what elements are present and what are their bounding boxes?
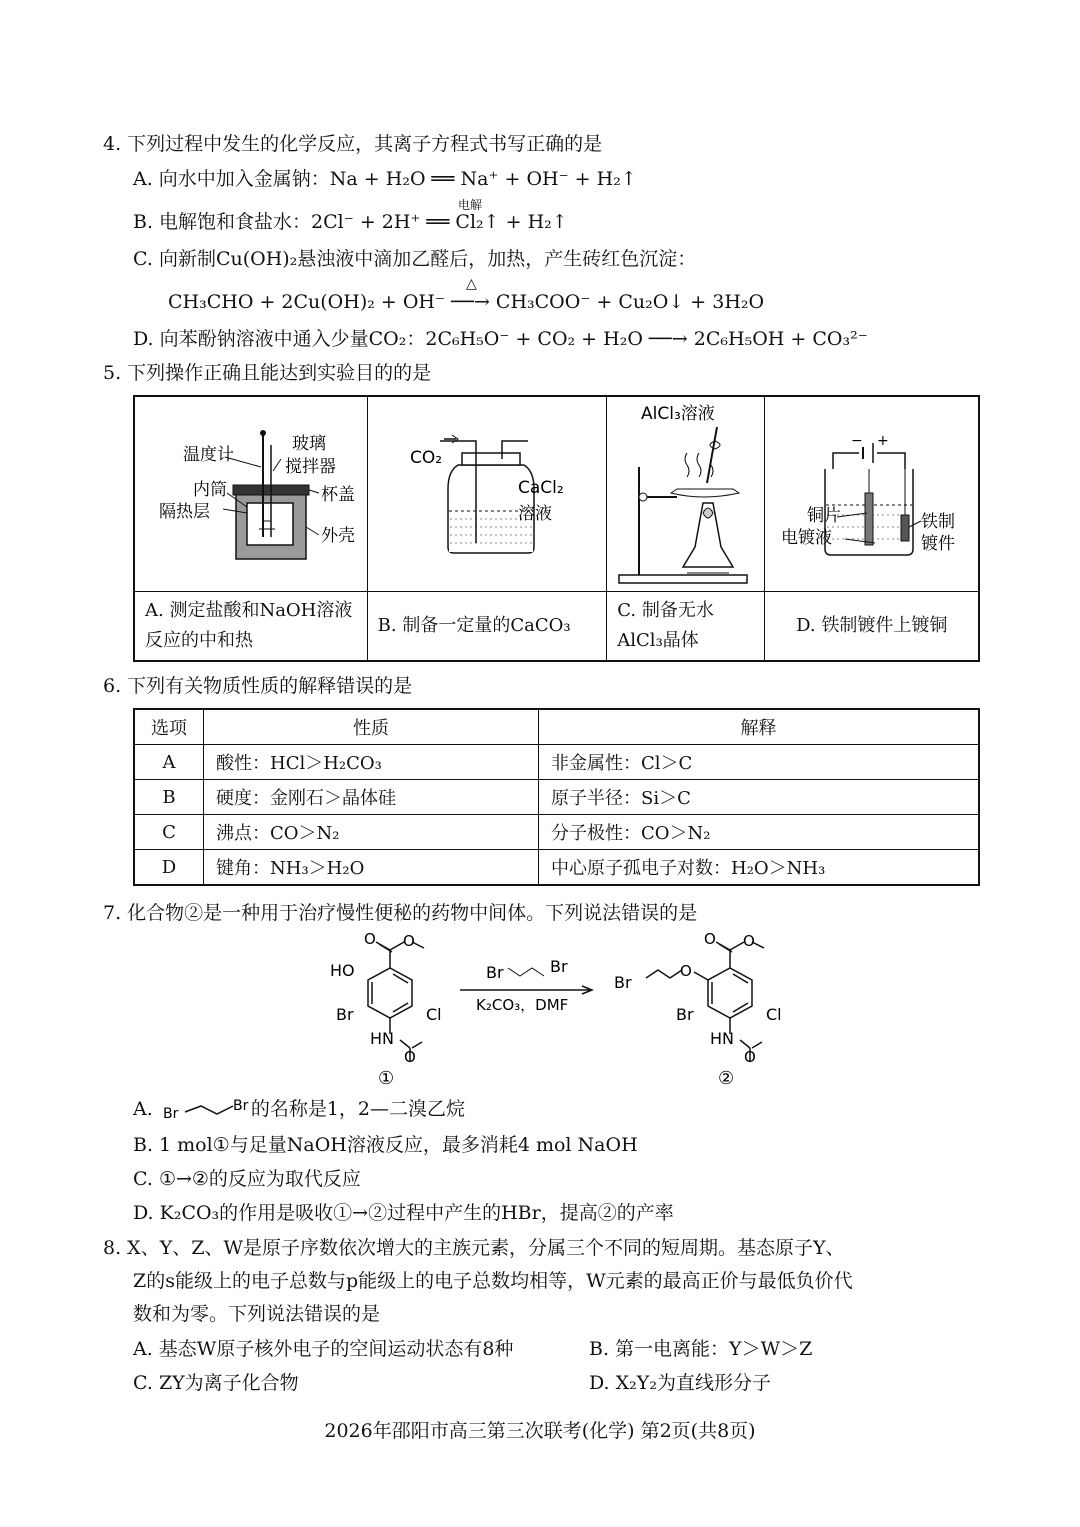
- table-row: [134, 815, 979, 850]
- q7-option-c: C. ①→②的反应为取代反应: [133, 1168, 361, 1190]
- atom-br-chain: Br: [614, 973, 632, 992]
- svg-text:O: O: [404, 1048, 416, 1066]
- label-insulation: 隔热层: [159, 502, 210, 522]
- table-header-row: [134, 709, 979, 745]
- q5-caption-c: C. 制备无水AlCl₃晶体: [607, 592, 765, 662]
- q4-option-c-condition: △: [466, 276, 477, 292]
- atom-hn: HN: [370, 1029, 394, 1048]
- q8-option-c: C. ZY为离子化合物: [133, 1372, 299, 1394]
- atom-ho: HO: [330, 961, 355, 980]
- q4-stem: 4. 下列过程中发生的化学反应，其离子方程式书写正确的是: [103, 133, 603, 155]
- label-co2: CO₂: [409, 448, 442, 468]
- q5-stem: 5. 下列操作正确且能达到实验目的的是: [103, 362, 432, 384]
- table-row: [134, 850, 979, 886]
- svg-text:Br: Br: [676, 1005, 694, 1024]
- label-shell: 外壳: [321, 526, 355, 546]
- q5-caption-d: D. 铁制镀件上镀铜: [765, 592, 979, 662]
- atom-o: O: [364, 930, 376, 948]
- svg-text:O: O: [403, 932, 415, 950]
- q4-option-c-equation: CH₃CHO + 2Cu(OH)₂ + OH⁻ ──→ CH₃COO⁻ + Cu₂O↓ + 3H₂O: [168, 291, 765, 313]
- label-inner-cup: 内筒: [193, 480, 227, 500]
- q5-figure-c: [607, 396, 765, 592]
- label-alcl3: AlCl₃溶液: [641, 404, 716, 424]
- electroplating-diagram: [765, 397, 979, 591]
- q4-option-b: B. 电解饱和食盐水：2Cl⁻ + 2H⁺ ══ Cl₂↑ + H₂↑: [133, 211, 568, 233]
- svg-text:Br: Br: [232, 1098, 249, 1114]
- q7-option-a-prefix: A.: [133, 1098, 153, 1120]
- table-header: 解释: [539, 709, 980, 745]
- svg-text:Cl: Cl: [766, 1005, 782, 1024]
- atom-cl: Cl: [426, 1005, 442, 1024]
- svg-text:O: O: [743, 932, 755, 950]
- q4-option-a: A. 向水中加入金属钠：Na + H₂O ══ Na⁺ + OH⁻ + H₂↑: [133, 168, 637, 190]
- q5-caption-a: A. 测定盐酸和NaOH溶液反应的中和热: [134, 592, 367, 662]
- svg-text:O: O: [744, 1048, 756, 1066]
- svg-text:+: +: [877, 433, 890, 449]
- reagent-br-left: Br: [486, 963, 504, 982]
- q5-figure-a: [134, 396, 367, 592]
- table-cell: 酸性：HCl＞H₂CO₃: [204, 745, 539, 780]
- q7-stem: 7. 化合物②是一种用于治疗慢性便秘的药物中间体。下列说法错误的是: [103, 902, 698, 924]
- label-cacl2: CaCl₂: [517, 478, 564, 498]
- q7-reaction-scheme: [300, 928, 1000, 1088]
- page-footer: 2026年邵阳市高三第三次联考(化学) 第2页(共8页): [324, 1420, 756, 1442]
- label-iron-2: 镀件: [921, 534, 956, 554]
- table-cell: 非金属性：Cl＞C: [539, 745, 980, 780]
- calorimeter-diagram: [135, 397, 368, 591]
- molecule-1-label: ①: [378, 1068, 395, 1088]
- q7-option-b: B. 1 mol①与足量NaOH溶液反应，最多消耗4 mol NaOH: [133, 1134, 638, 1156]
- q8-option-d: D. X₂Y₂为直线形分子: [589, 1372, 771, 1394]
- label-electrolyte: 电镀液: [781, 528, 833, 548]
- q8-option-b: B. 第一电离能：Y＞W＞Z: [589, 1338, 813, 1360]
- table-cell: D: [134, 850, 204, 886]
- q5-caption-b: B. 制备一定量的CaCO₃: [367, 592, 607, 662]
- table-cell: 硬度：金刚石＞晶体硅: [204, 780, 539, 815]
- molecule-2: [646, 942, 764, 1062]
- svg-text:HN: HN: [710, 1029, 734, 1048]
- q8-stem-line-3: 数和为零。下列说法错误的是: [133, 1303, 381, 1325]
- q8-option-a: A. 基态W原子核外电子的空间运动状态有8种: [133, 1338, 514, 1360]
- q8-stem-line-2: Z的s能级上的电子总数与p能级上的电子总数均相等，W元素的最高正价与最低负价代: [133, 1270, 853, 1292]
- q4-option-c: C. 向新制Cu(OH)₂悬浊液中滴加乙醛后，加热，产生砖红色沉淀：: [133, 248, 697, 270]
- table-header: 选项: [134, 709, 204, 745]
- table-row: [134, 745, 979, 780]
- q7-option-d: D. K₂CO₃的作用是吸收①→②过程中产生的HBr，提高②的产率: [133, 1202, 674, 1224]
- q7-option-a: [133, 1096, 465, 1122]
- table-cell: 中心原子孤电子对数：H₂O＞NH₃: [539, 850, 980, 886]
- table-cell: 原子半径：Si＞C: [539, 780, 980, 815]
- q4-option-b-condition: 电解: [458, 198, 483, 212]
- dibromoethane-structure: [159, 1098, 251, 1122]
- q4-option-d: D. 向苯酚钠溶液中通入少量CO₂：2C₆H₅O⁻ + CO₂ + H₂O ──→ 2C₆H₅OH + CO₃²⁻: [133, 328, 868, 350]
- label-thermometer: 温度计: [183, 445, 234, 465]
- gas-washing-bottle-diagram: [368, 397, 608, 591]
- reagent-br-right: Br: [550, 957, 568, 976]
- table-cell: 分子极性：CO＞N₂: [539, 815, 980, 850]
- table-row: [134, 780, 979, 815]
- svg-text:O: O: [704, 930, 716, 948]
- q6-stem: 6. 下列有关物质性质的解释错误的是: [103, 675, 413, 697]
- q6-table: [133, 708, 980, 886]
- q5-apparatus-table: [133, 395, 980, 662]
- q8-stem-line-1: 8. X、Y、Z、W是原子序数依次增大的主族元素，分属三个不同的短周期。基态原子Y、: [103, 1237, 845, 1259]
- label-stirrer-2: 搅拌器: [285, 457, 336, 477]
- label-copper: 铜片: [807, 506, 842, 526]
- table-cell: B: [134, 780, 204, 815]
- svg-text:O: O: [680, 962, 692, 980]
- q7-option-a-text: 的名称是1，2—二溴乙烷: [250, 1098, 465, 1120]
- label-solution: 溶液: [517, 504, 552, 524]
- table-cell: C: [134, 815, 204, 850]
- q5-figure-b: [367, 396, 607, 592]
- atom-br: Br: [336, 1005, 354, 1024]
- label-lid: 杯盖: [321, 485, 355, 505]
- table-cell: 沸点：CO＞N₂: [204, 815, 539, 850]
- molecule-2-label: ②: [718, 1068, 735, 1088]
- label-stirrer-1: 玻璃: [292, 434, 326, 454]
- svg-text:Br: Br: [162, 1106, 179, 1122]
- reagent-conditions: K₂CO₃，DMF: [476, 996, 569, 1014]
- table-header: 性质: [204, 709, 539, 745]
- evaporation-diagram: [607, 397, 765, 591]
- table-cell: 键角：NH₃＞H₂O: [204, 850, 539, 886]
- q5-figure-d: [765, 396, 979, 592]
- label-iron-1: 铁制: [921, 512, 956, 532]
- svg-text:−: −: [851, 433, 864, 449]
- table-cell: A: [134, 745, 204, 780]
